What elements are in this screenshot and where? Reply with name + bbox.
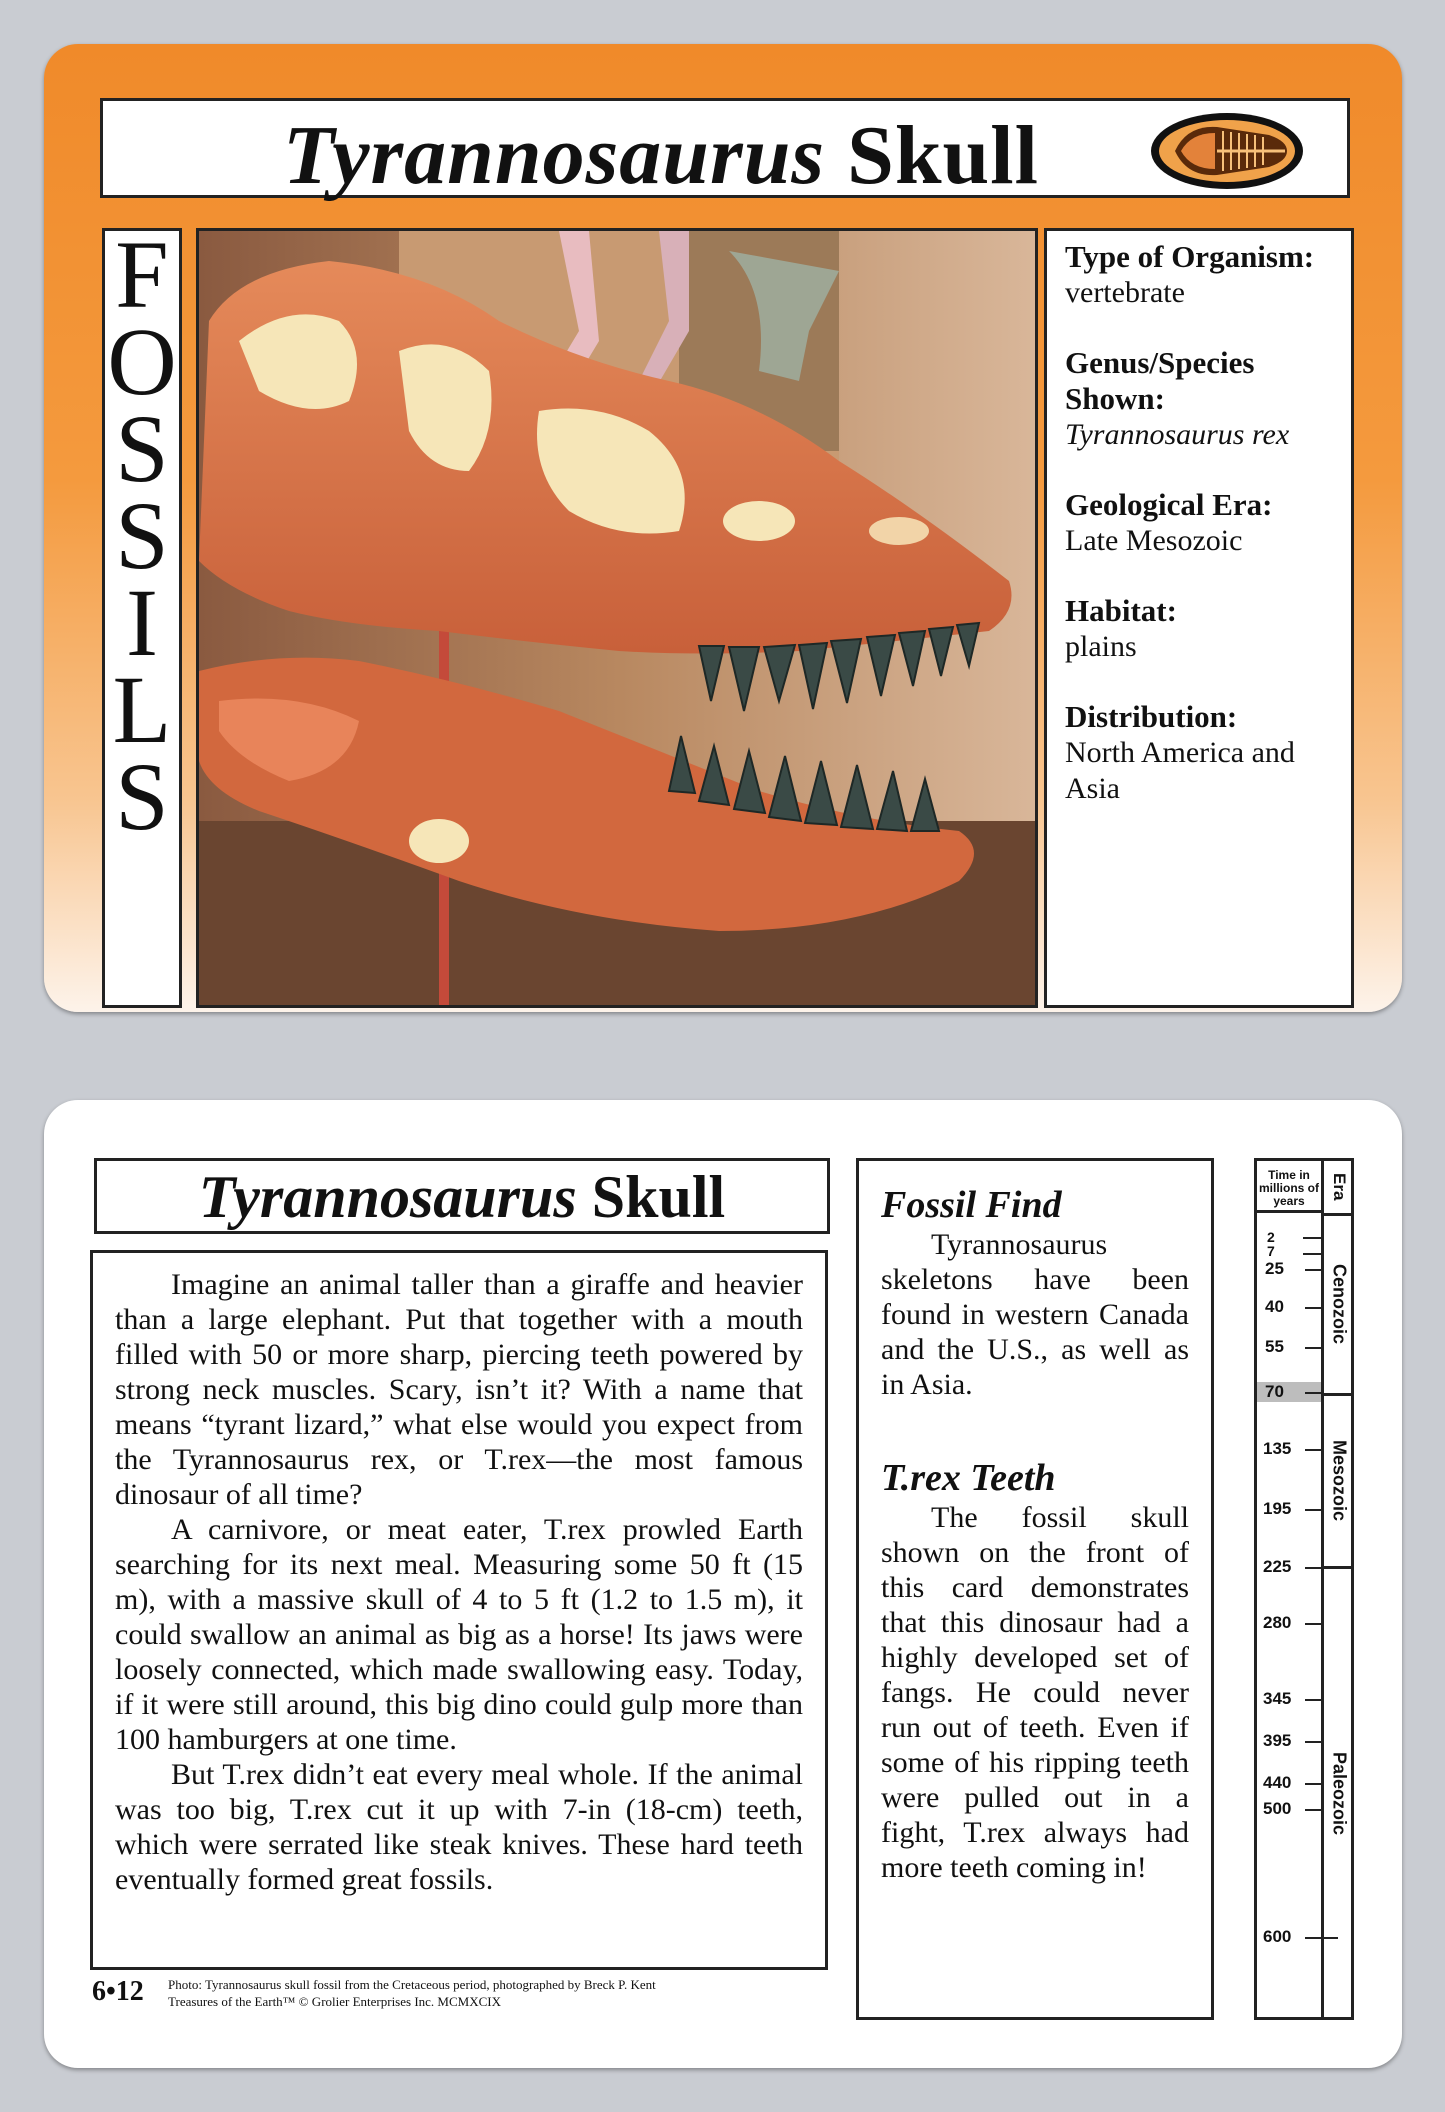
info-label: Geological Era: xyxy=(1065,487,1273,522)
info-value: vertebrate xyxy=(1065,276,1185,309)
photo-credit xyxy=(168,1976,656,2010)
info-value: Tyrannosaurus rex xyxy=(1065,418,1290,451)
info-value: North America and Asia xyxy=(1065,736,1295,805)
body-paragraph: A carnivore, or meat eater, T.rex prowled Earth searching for its next meal. Measuring some 50 ft (15 m), with a massive skull of 4 to 5 ft (1.2 to 1.5 m), it could swallow an animal as big as a horse! Its jaws were loosely connected, which made swallowing easy. Today, if it were still around, this big dino could gulp more than 100 hamburgers at one time. xyxy=(115,1513,803,1756)
geologic-timeline xyxy=(1254,1158,1354,2020)
era-paleozoic: Paleozoic xyxy=(1329,1752,1350,1836)
back-card xyxy=(44,1100,1402,2068)
trilobite-icon xyxy=(1147,109,1307,193)
info-label: Distribution: xyxy=(1065,699,1238,734)
back-title: Tyrannosaurus Skull xyxy=(94,1158,830,1234)
fossils-vertical-label xyxy=(102,221,182,1008)
body-paragraph: Imagine an animal taller than a giraffe and heavier than a large elephant. Put that together with a mouth filled with 50 or more sharp, piercing teeth powered by strong neck muscles. Scary, isn’t it? With a name that means “tyrant lizard,” what else would you expect from the Tyrannosaurus rex, or T.rex—the most famous dinosaur of all time? xyxy=(115,1268,803,1511)
info-label: Habitat: xyxy=(1065,593,1177,628)
timeline-tick: 25 xyxy=(1265,1259,1284,1278)
timeline-header: Time in millions of years xyxy=(1257,1161,1321,1213)
front-card xyxy=(44,44,1402,1012)
info-label: Genus/Species Shown: xyxy=(1065,345,1255,416)
timeline-tick: 70 xyxy=(1265,1382,1284,1401)
side-letter: S xyxy=(115,482,169,589)
side-letter: I xyxy=(126,569,158,676)
era-mesozoic: Mesozoic xyxy=(1329,1440,1350,1522)
front-title-bar xyxy=(100,98,1350,202)
timeline-tick: 345 xyxy=(1263,1689,1292,1708)
timeline-tick: 225 xyxy=(1263,1557,1292,1576)
photo-credit-line: Photo: Tyrannosaurus skull fossil from the Cretaceous period, photographed by Breck P. Kent xyxy=(168,1977,656,1992)
info-label: Type of Organism: xyxy=(1065,239,1315,274)
timeline-tick: 40 xyxy=(1265,1297,1284,1316)
timeline-tick: 280 xyxy=(1263,1613,1292,1632)
main-text-box xyxy=(90,1250,828,1970)
side-letter: S xyxy=(115,743,169,850)
organism-info-panel xyxy=(1044,228,1354,1008)
side-letter: O xyxy=(107,308,177,415)
timeline-tick: 7 xyxy=(1267,1243,1275,1259)
side-letter: S xyxy=(115,395,169,502)
body-paragraph: But T.rex didn’t eat every meal whole. If the animal was too big, T.rex cut it up with 7-in (18-cm) teeth, which were serrated like steak knives. These hard teeth eventually formed great fossils. xyxy=(115,1758,803,1896)
timeline-tick: 2 xyxy=(1267,1229,1275,1245)
timeline-tick: 395 xyxy=(1263,1731,1292,1750)
sidebar-text: Tyrannosaurus skeletons have been found in western Canada and the U.S., as well as in Asia. xyxy=(881,1228,1189,1401)
era-cenozoic: Cenozoic xyxy=(1329,1264,1350,1345)
sidebar-text: The fossil skull shown on the front of this card demonstrates that this dinosaur had a highly developed set of fangs. He could never run out of teeth. Even if some of his ripping teeth were pulled out in a fight, T.rex always had more teeth coming in! xyxy=(881,1501,1189,1884)
trex-skull-photo xyxy=(196,228,1038,1008)
timeline-tick: 440 xyxy=(1263,1773,1292,1792)
era-header: Era xyxy=(1330,1173,1349,1201)
timeline-tick: 195 xyxy=(1263,1499,1292,1518)
card-number: 6•12 xyxy=(92,1976,144,2007)
side-letter: F xyxy=(115,221,169,328)
timeline-tick: 600 xyxy=(1263,1927,1292,1946)
sidebar-heading: T.rex Teeth xyxy=(881,1457,1056,1499)
side-letter: L xyxy=(112,656,172,763)
timeline-tick: 500 xyxy=(1263,1799,1292,1818)
front-title: Tyrannosaurus Skull xyxy=(283,109,1039,202)
sidebar-box xyxy=(856,1158,1214,2020)
sidebar-heading: Fossil Find xyxy=(881,1184,1062,1226)
trex-skull-illustration xyxy=(199,231,1038,1008)
info-value: Late Mesozoic xyxy=(1065,524,1243,557)
timeline-tick: 135 xyxy=(1263,1439,1292,1458)
info-value: plains xyxy=(1065,630,1137,663)
copyright-line: Treasures of the Earth™ © Grolier Enterprises Inc. MCMXCIX xyxy=(168,1994,501,2009)
timeline-tick: 55 xyxy=(1265,1337,1284,1356)
